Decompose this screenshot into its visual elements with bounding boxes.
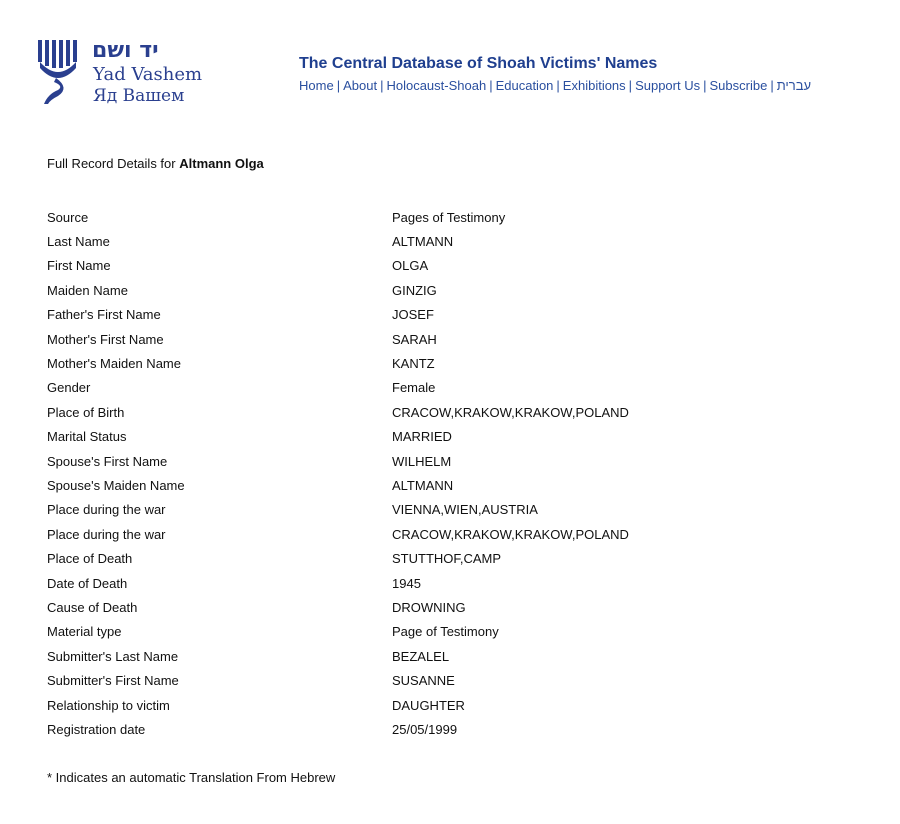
detail-label: Date of Death (47, 575, 128, 591)
detail-value: SUSANNE (392, 673, 455, 689)
record-details-table (47, 205, 847, 742)
detail-label: Spouse's First Name (47, 453, 168, 469)
detail-row-place-during-war (47, 498, 847, 522)
detail-row-last-name (47, 229, 847, 253)
detail-label: First Name (47, 258, 111, 274)
detail-value: ALTMANN (392, 234, 454, 250)
detail-value: SARAH (392, 331, 437, 347)
detail-row-place-of-birth (47, 400, 847, 424)
detail-label: Submitter's Last Name (47, 648, 179, 664)
detail-label: Registration date (47, 721, 146, 737)
nav-about-link[interactable]: About (343, 78, 378, 93)
detail-label: Source (47, 209, 89, 225)
detail-label: Mother's First Name (47, 331, 164, 347)
detail-value: ALTMANN (392, 477, 454, 493)
detail-value: 25/05/1999 (392, 721, 458, 737)
detail-row-date-of-death (47, 571, 847, 595)
detail-row-cause-of-death (47, 595, 847, 619)
nav-exhibitions-link[interactable]: Exhibitions (562, 78, 626, 93)
detail-label: Place of Birth (47, 404, 125, 420)
logo-hebrew-text: יד ושם (92, 38, 159, 63)
detail-row-maiden-name (47, 278, 847, 302)
detail-row-registration-date (47, 717, 847, 741)
detail-value: BEZALEL (392, 648, 450, 664)
detail-label: Mother's Maiden Name (47, 356, 181, 372)
record-person-name: Altmann Olga (179, 156, 264, 171)
detail-value: KANTZ (392, 356, 435, 372)
detail-label: Place during the war (47, 526, 166, 542)
detail-row-place-during-war (47, 522, 847, 546)
nav-support-us-link[interactable]: Support Us (635, 78, 701, 93)
detail-row-source (47, 205, 847, 229)
detail-value: JOSEF (392, 307, 434, 323)
detail-value: 1945 (392, 575, 421, 591)
detail-row-material-type (47, 620, 847, 644)
detail-label: Cause of Death (47, 599, 138, 615)
record-heading (47, 156, 264, 171)
detail-row-submitters-first-name (47, 668, 847, 692)
detail-row-spouses-maiden-name (47, 473, 847, 497)
record-heading-prefix: Full Record Details for (47, 156, 176, 171)
translation-footnote: * Indicates an automatic Translation From Hebrew (47, 770, 336, 785)
detail-label: Material type (47, 624, 122, 640)
detail-row-spouses-first-name (47, 449, 847, 473)
nav-education-link[interactable]: Education (495, 78, 554, 93)
detail-value: CRACOW,KRAKOW,KRAKOW,POLAND (392, 526, 629, 542)
detail-value: VIENNA,WIEN,AUSTRIA (392, 502, 538, 518)
detail-row-marital-status (47, 425, 847, 449)
detail-row-place-of-death (47, 546, 847, 570)
detail-value: Page of Testimony (392, 624, 499, 640)
detail-value: Female (392, 380, 436, 396)
detail-label: Place of Death (47, 551, 133, 567)
nav-hebrew-link[interactable]: עברית (776, 78, 812, 93)
logo-russian-text: Яд Вашем (93, 86, 185, 106)
detail-value: CRACOW,KRAKOW,KRAKOW,POLAND (392, 404, 629, 420)
detail-value: DROWNING (392, 599, 466, 615)
detail-label: Spouse's Maiden Name (47, 477, 185, 493)
detail-value: MARRIED (392, 429, 452, 445)
nav-subscribe-link[interactable]: Subscribe (709, 78, 768, 93)
menorah-logo-icon (36, 38, 80, 106)
detail-row-first-name (47, 254, 847, 278)
nav-home-link[interactable]: Home (299, 78, 334, 93)
detail-label: Last Name (47, 234, 110, 250)
detail-value: Pages of Testimony (392, 209, 506, 225)
detail-label: Father's First Name (47, 307, 161, 323)
detail-row-relationship-to-victim (47, 693, 847, 717)
detail-label: Gender (47, 380, 91, 396)
detail-row-fathers-first-name (47, 303, 847, 327)
site-title: The Central Database of Shoah Victims' Names (299, 55, 658, 72)
top-navigation: Home | About | Holocaust-Shoah | Education | Exhibitions | Support Us | Subscribe | עברית (299, 78, 812, 93)
detail-label: Marital Status (47, 429, 127, 445)
logo-english-text: Yad Vashem (93, 64, 203, 85)
detail-label: Relationship to victim (47, 697, 170, 713)
detail-row-gender (47, 376, 847, 400)
detail-value: DAUGHTER (392, 697, 465, 713)
detail-value: GINZIG (392, 282, 437, 298)
detail-row-mothers-maiden-name (47, 351, 847, 375)
nav-holocaust-shoah-link[interactable]: Holocaust-Shoah (386, 78, 487, 93)
detail-label: Place during the war (47, 502, 166, 518)
detail-label: Maiden Name (47, 282, 128, 298)
yad-vashem-logo[interactable] (36, 38, 211, 108)
detail-value: STUTTHOF,CAMP (392, 551, 502, 567)
detail-row-submitters-last-name (47, 644, 847, 668)
detail-row-mothers-first-name (47, 327, 847, 351)
detail-label: Submitter's First Name (47, 673, 179, 689)
detail-value: WILHELM (392, 453, 452, 469)
detail-value: OLGA (392, 258, 429, 274)
